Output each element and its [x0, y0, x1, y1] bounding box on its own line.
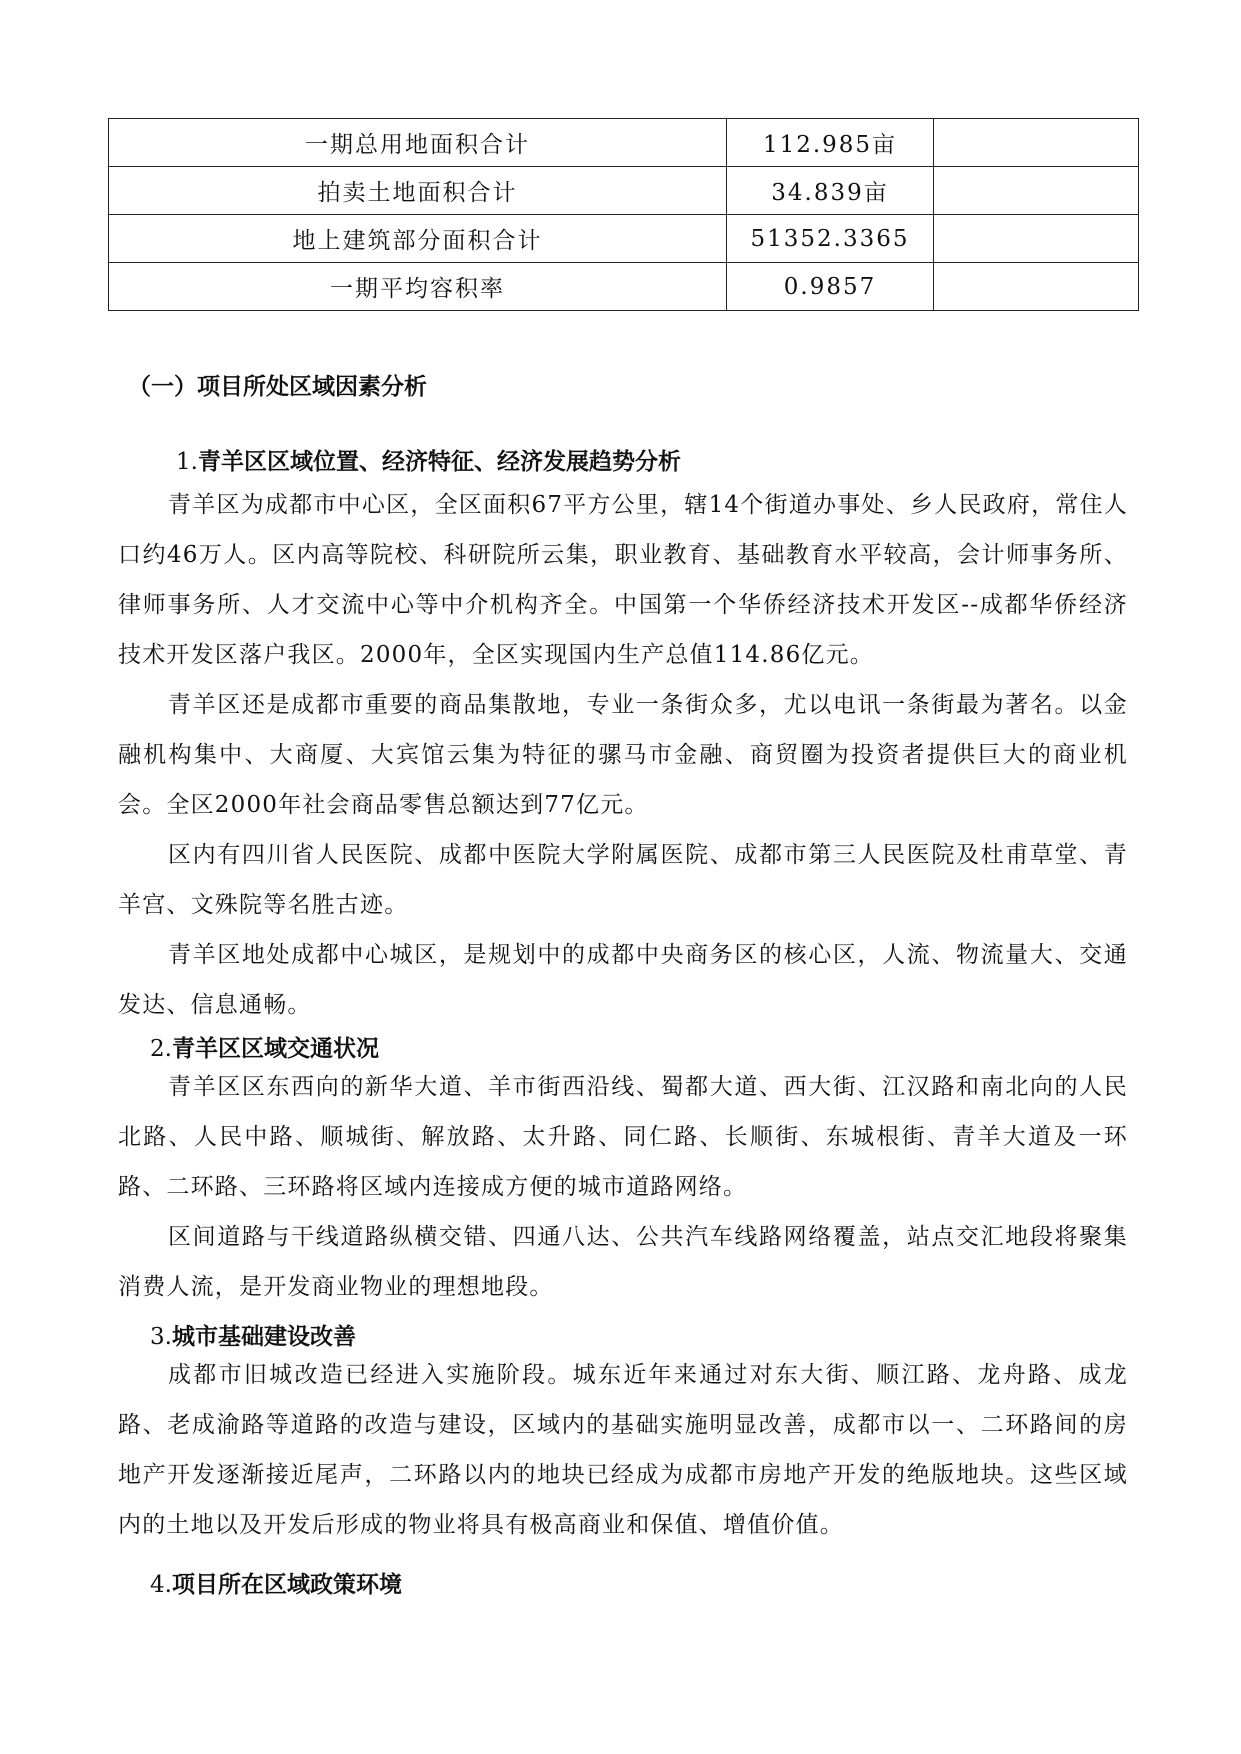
- subsection-title: 城市基础建设改善: [171, 1324, 356, 1350]
- table-row: [109, 215, 1139, 263]
- subsection-number: 3.: [150, 1324, 172, 1350]
- row-label: 地上建筑部分面积合计: [109, 215, 727, 263]
- paragraph: 青羊区还是成都市重要的商品集散地，专业一条街众多，尤以电讯一条街最为著名。以金融机构集中、大商厦、大宾馆云集为特征的骡马市金融、商贸圈为投资者提供巨大的商业机会。全区2000年社会商品零售总额达到77亿元。: [118, 692, 1128, 818]
- paragraph: 青羊区地处成都中心城区，是规划中的成都中央商务区的核心区，人流、物流量大、交通发达、信息通畅。: [118, 942, 1128, 1018]
- subsection-heading-3: [150, 1318, 356, 1351]
- paragraph: 青羊区为成都市中心区，全区面积67平方公里，辖14个街道办事处、乡人民政府，常住人口约46万人。区内高等院校、科研院所云集，职业教育、基础教育水平较高，会计师事务所、律师事务所、人才交流中心等中介机构齐全。中国第一个华侨经济技术开发区--成都华侨经济技术开发区落户我区。2000年，全区实现国内生产总值114.86亿元。: [118, 492, 1128, 668]
- row-note: [934, 167, 1139, 215]
- row-value: 0.9857: [727, 263, 934, 311]
- subsection-title: 青羊区区域交通状况: [171, 1036, 379, 1062]
- subsection-number: 1.: [176, 449, 198, 475]
- paragraph: 区间道路与干线道路纵横交错、四通八达、公共汽车线路网络覆盖，站点交汇地段将聚集消费人流，是开发商业物业的理想地段。: [118, 1224, 1128, 1300]
- row-note: [934, 263, 1139, 311]
- section-heading: （一）项目所处区域因素分析: [128, 374, 427, 400]
- subsection-number: 2.: [150, 1036, 172, 1062]
- row-value: 51352.3365: [727, 215, 934, 263]
- row-value: 112.985亩: [727, 119, 934, 167]
- row-label: 拍卖土地面积合计: [109, 167, 727, 215]
- row-note: [934, 215, 1139, 263]
- subsection-title: 项目所在区域政策环境: [171, 1572, 402, 1598]
- row-note: [934, 119, 1139, 167]
- area-summary-table: [108, 118, 1139, 311]
- subsection-heading-4: [150, 1566, 402, 1599]
- subsection-title: 青羊区区域位置、经济特征、经济发展趋势分析: [197, 449, 681, 475]
- table-row: [109, 119, 1139, 167]
- paragraph: 青羊区区东西向的新华大道、羊市街西沿线、蜀都大道、西大街、江汉路和南北向的人民北路、人民中路、顺城街、解放路、太升路、同仁路、长顺街、东城根街、青羊大道及一环路、二环路、三环路将区域内连接成方便的城市道路网络。: [118, 1074, 1128, 1200]
- paragraph: 成都市旧城改造已经进入实施阶段。城东近年来通过对东大街、顺江路、龙舟路、成龙路、老成渝路等道路的改造与建设，区域内的基础实施明显改善，成都市以一、二环路间的房地产开发逐渐接近尾声，二环路以内的地块已经成为成都市房地产开发的绝版地块。这些区域内的土地以及开发后形成的物业将具有极高商业和保值、增值价值。: [118, 1362, 1128, 1538]
- paragraph: 区内有四川省人民医院、成都中医院大学附属医院、成都市第三人民医院及杜甫草堂、青羊宫、文殊院等名胜古迹。: [118, 842, 1128, 918]
- subsection-number: 4.: [150, 1572, 172, 1598]
- table-row: [109, 167, 1139, 215]
- row-value: 34.839亩: [727, 167, 934, 215]
- row-label: 一期平均容积率: [109, 263, 727, 311]
- table-row: [109, 263, 1139, 311]
- subsection-heading-1: [176, 443, 681, 476]
- subsection-heading-2: [150, 1030, 379, 1063]
- row-label: 一期总用地面积合计: [109, 119, 727, 167]
